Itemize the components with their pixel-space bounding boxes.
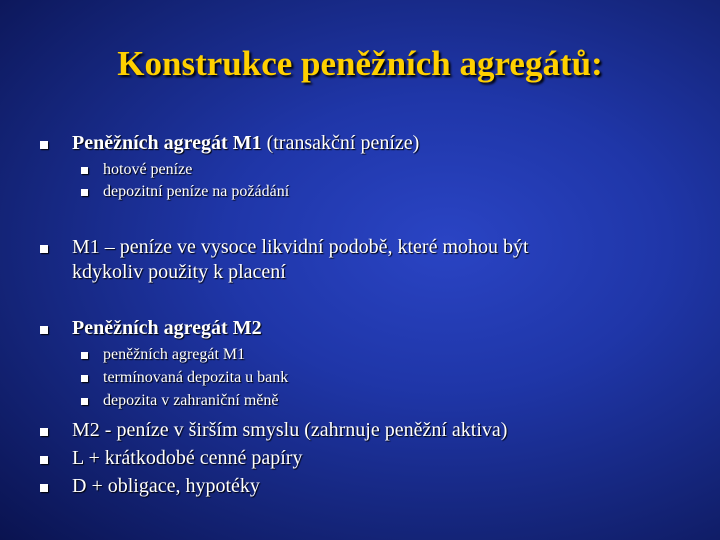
bullet-item-m1 — [72, 132, 419, 155]
bullet-item-m2: Peněžních agregát M2 — [72, 317, 262, 339]
square-bullet-icon — [81, 189, 88, 196]
sub-bullet-item: hotové peníze — [103, 161, 193, 178]
slide-title: Konstrukce peněžních agregátů: — [117, 44, 603, 83]
square-bullet-icon — [40, 484, 48, 492]
square-bullet-icon — [40, 141, 48, 149]
bullet-item: M2 - peníze v širším smyslu (zahrnuje peněžní aktiva) — [72, 419, 508, 441]
bullet-item-text: (transakční peníze) — [261, 132, 420, 154]
square-bullet-icon — [81, 167, 88, 174]
bullet-item-bold-text: Peněžních agregát M1 — [72, 132, 262, 154]
square-bullet-icon — [81, 398, 88, 405]
square-bullet-icon — [81, 352, 88, 359]
square-bullet-icon — [40, 245, 48, 253]
square-bullet-icon — [40, 326, 48, 334]
sub-bullet-item: depozita v zahraniční měně — [103, 392, 279, 409]
bullet-item: L + krátkodobé cenné papíry — [72, 447, 303, 469]
bullet-item-line: kdykoliv použity k placení — [72, 261, 286, 283]
bullet-item: D + obligace, hypotéky — [72, 475, 260, 497]
sub-bullet-item: peněžních agregát M1 — [103, 346, 246, 363]
sub-bullet-item: termínovaná depozita u bank — [103, 369, 289, 386]
square-bullet-icon — [81, 375, 88, 382]
sub-bullet-item: depozitní peníze na požádání — [103, 183, 290, 200]
square-bullet-icon — [40, 428, 48, 436]
bullet-item-line: M1 – peníze ve vysoce likvidní podobě, které mohou být — [72, 236, 529, 258]
square-bullet-icon — [40, 456, 48, 464]
